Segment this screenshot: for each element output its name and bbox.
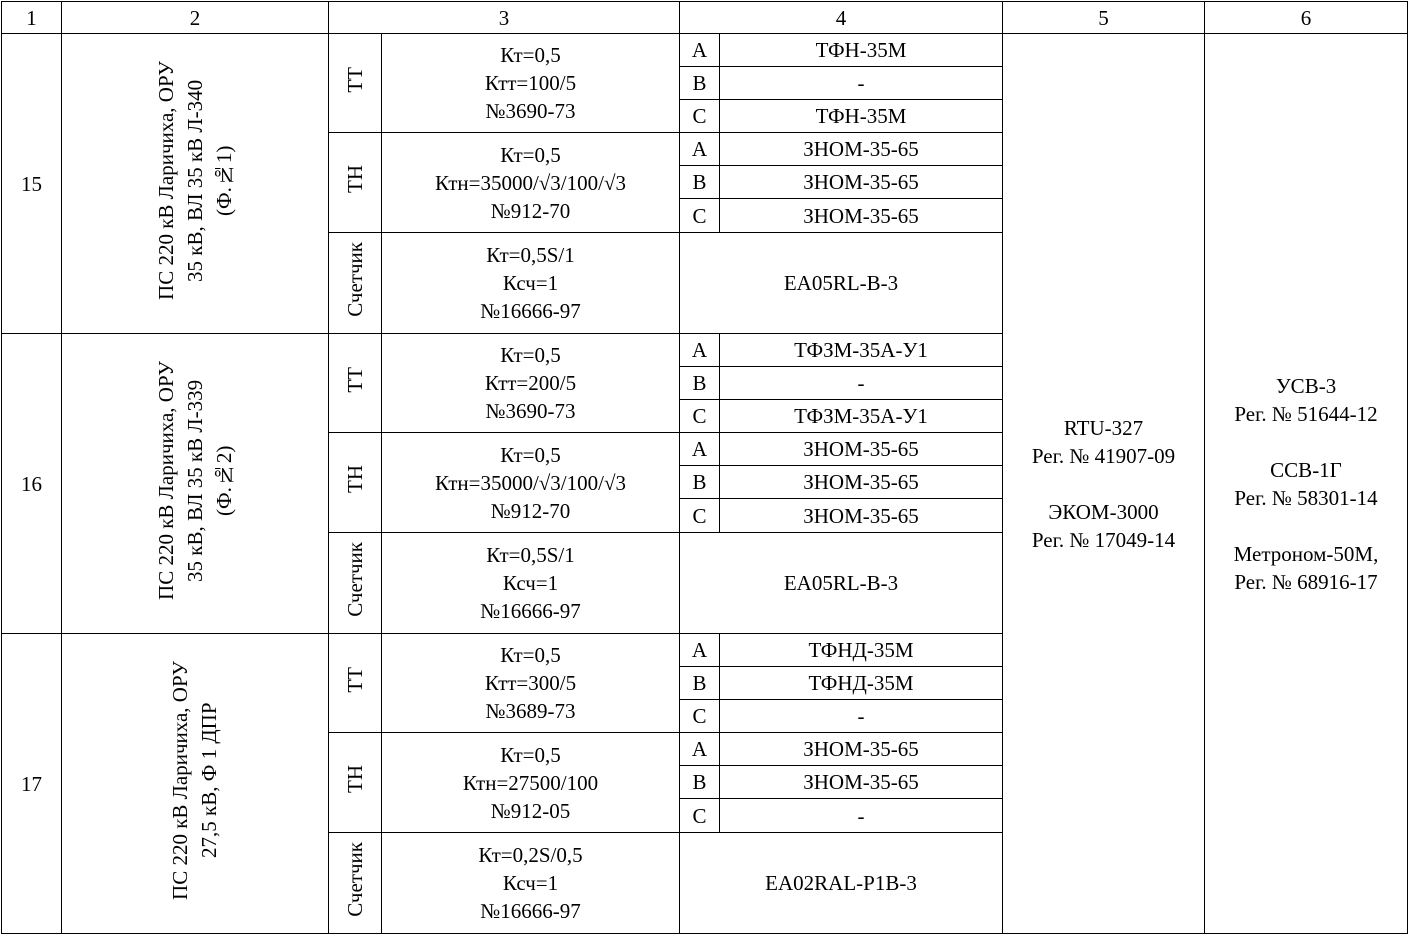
tt-param-line: Ктт=300/5 (484, 671, 577, 695)
tt-param-line: Кт=0,5 (500, 643, 561, 667)
tn-param-line: №912-05 (490, 798, 571, 823)
connection-name-line: ПС 220 кВ Ларичиха, ОРУ (153, 360, 178, 600)
connection-name-line: 27,5 кВ, Ф 1 ДПР (197, 702, 221, 858)
connection-name-line: 35 кВ, ВЛ 35 кВ Л-340 (182, 78, 207, 282)
tt-phase-label: C (680, 400, 720, 433)
meter-params (382, 833, 680, 934)
tt-label: ТТ (343, 66, 367, 93)
tn-phase-type: ЗНОМ-35-65 (720, 766, 1003, 799)
tn-params (382, 433, 680, 533)
meter-type: EA02RAL-P1B-3 (680, 833, 1003, 934)
tt-param-line: Ктт=100/5 (484, 71, 577, 95)
tt-phase-type: - (720, 367, 1003, 400)
tn-params (382, 733, 680, 833)
tn-phase-type: ЗНОМ-35-65 (720, 733, 1003, 766)
tt-phase-type: ТФНД-35М (720, 634, 1003, 667)
meter-label: Счетчик (343, 542, 367, 617)
meter-label: Счетчик (343, 242, 367, 317)
time-sync-line: Рег. № 51644-12 (1234, 401, 1378, 426)
tn-param-line: Кт=0,5 (500, 142, 561, 167)
connection-name-line: 35 кВ, ВЛ 35 кВ Л-339 (182, 378, 207, 582)
tn-param-line: №912-70 (490, 198, 571, 223)
data-collector-line: RTU-327 (1063, 415, 1144, 440)
tt-label: ТТ (343, 666, 367, 693)
tn-label-cell (329, 133, 382, 233)
meter-type: EA05RL-B-3 (680, 533, 1003, 634)
tn-phase-type: ЗНОМ-35-65 (720, 166, 1003, 199)
time-sync-line: ССВ-1Г (1270, 457, 1342, 482)
tt-params (382, 334, 680, 433)
tn-label-cell (329, 733, 382, 833)
time-sync-line: Рег. № 68916-17 (1234, 569, 1378, 594)
table-body (2, 2, 1408, 934)
connection-name (152, 361, 239, 600)
tt-label: ТТ (343, 366, 367, 393)
tt-params (382, 34, 680, 133)
tt-phase-label: A (680, 334, 720, 367)
tn-phase-label: B (680, 466, 720, 499)
tt-phase-label: A (680, 34, 720, 67)
tt-param-line: Кт=0,5 (500, 343, 561, 367)
connection-number: 16 (2, 334, 62, 634)
meter-param-line: №16666-97 (480, 299, 581, 323)
tn-phase-label: A (680, 733, 720, 766)
tn-phase-label: B (680, 766, 720, 799)
header-col-1: 1 (2, 2, 62, 34)
time-sync-line: УСВ-3 (1275, 373, 1337, 398)
meter-params (382, 533, 680, 634)
meter-label-cell (329, 233, 382, 334)
tt-phase-label: B (680, 367, 720, 400)
tn-phase-type: - (720, 799, 1003, 833)
meter-param-line: Ксч=1 (502, 571, 559, 595)
tt-phase-label: B (680, 67, 720, 100)
tt-label-cell (329, 34, 382, 133)
tt-param-line: №3690-73 (485, 399, 576, 423)
time-sync-line: Рег. № 58301-14 (1234, 485, 1378, 510)
meter-param-line: Кт=0,5S/1 (486, 243, 575, 267)
tt-param-line: Ктт=200/5 (484, 371, 577, 395)
tn-params (382, 133, 680, 233)
connection-name (166, 661, 224, 900)
tn-phase-label: C (680, 499, 720, 533)
connection-name-line: (Ф.№1) (211, 144, 236, 216)
time-sync-cell (1205, 34, 1408, 934)
tt-phase-type: - (720, 67, 1003, 100)
tn-param-line: Кт=0,5 (500, 742, 561, 767)
tn-param-line: Ктн=35000/√3/100/√3 (434, 470, 627, 495)
meter-params (382, 233, 680, 334)
connection-name-cell (62, 334, 329, 634)
tt-param-line: №3689-73 (485, 699, 576, 723)
tn-phase-type: ЗНОМ-35-65 (720, 433, 1003, 466)
tt-phase-label: B (680, 667, 720, 700)
tt-label-cell (329, 334, 382, 433)
header-row (2, 2, 1408, 34)
meter-label-cell (329, 833, 382, 934)
tn-param-line: Ктн=35000/√3/100/√3 (434, 170, 627, 195)
tt-phase-label: C (680, 700, 720, 733)
meter-param-line: №16666-97 (480, 599, 581, 623)
meter-label-cell (329, 533, 382, 634)
tn-label: ТН (343, 765, 367, 793)
header-col-2: 2 (62, 2, 329, 34)
tn-phase-label: A (680, 133, 720, 166)
data-collector-cell (1003, 34, 1205, 934)
tn-phase-type: ЗНОМ-35-65 (720, 199, 1003, 233)
tn-phase-type: ЗНОМ-35-65 (720, 466, 1003, 499)
connection-name-cell (62, 34, 329, 334)
tn-label: ТН (343, 465, 367, 493)
tn-phase-label: C (680, 199, 720, 233)
time-sync-line: Метроном-50М, (1233, 541, 1379, 566)
data-collector-line: ЭКОМ-3000 (1048, 499, 1159, 524)
tt-phase-type: ТФНД-35М (720, 667, 1003, 700)
tt-label-cell (329, 634, 382, 733)
connection-name-line: ПС 220 кВ Ларичиха, ОРУ (168, 660, 192, 900)
tn-phase-type: ЗНОМ-35-65 (720, 133, 1003, 166)
meter-param-line: №16666-97 (480, 899, 581, 923)
tt-phase-type: ТФЗМ-35А-У1 (720, 400, 1003, 433)
connection-name-line: ПС 220 кВ Ларичиха, ОРУ (153, 60, 178, 300)
tn-param-line: №912-70 (490, 498, 571, 523)
data-collector-line: Рег. № 17049-14 (1031, 527, 1176, 552)
connection-number: 15 (2, 34, 62, 334)
meter-param-line: Ксч=1 (502, 871, 559, 895)
connection-name (152, 61, 239, 300)
tn-phase-label: C (680, 799, 720, 833)
meter-param-line: Кт=0,2S/0,5 (478, 843, 583, 867)
connection-number: 17 (2, 634, 62, 934)
tn-phase-type: ЗНОМ-35-65 (720, 499, 1003, 533)
tn-phase-label: B (680, 166, 720, 199)
header-col-4: 4 (680, 2, 1003, 34)
tt-phase-type: ТФЗМ-35А-У1 (720, 334, 1003, 367)
tt-param-line: Кт=0,5 (500, 43, 561, 67)
connection-name-line: (Ф.№2) (211, 444, 236, 516)
tt-phase-label: A (680, 634, 720, 667)
tt-params (382, 634, 680, 733)
table-row (2, 34, 1408, 67)
data-collector-line: Рег. № 41907-09 (1031, 443, 1176, 468)
meter-label: Счетчик (343, 842, 367, 917)
tt-param-line: №3690-73 (485, 99, 576, 123)
tt-phase-type: ТФН-35М (720, 100, 1003, 133)
meter-type: EA05RL-B-3 (680, 233, 1003, 334)
connection-name-cell (62, 634, 329, 934)
header-col-5: 5 (1003, 2, 1205, 34)
header-col-6: 6 (1205, 2, 1408, 34)
tt-phase-type: - (720, 700, 1003, 733)
meter-param-line: Ксч=1 (502, 271, 559, 295)
meter-param-line: Кт=0,5S/1 (486, 543, 575, 567)
measurement-table (1, 1, 1408, 934)
tn-label: ТН (343, 165, 367, 193)
tt-phase-type: ТФН-35М (720, 34, 1003, 67)
tn-param-line: Кт=0,5 (500, 442, 561, 467)
tt-phase-label: C (680, 100, 720, 133)
header-col-3: 3 (329, 2, 680, 34)
tn-label-cell (329, 433, 382, 533)
tn-phase-label: A (680, 433, 720, 466)
tn-param-line: Ктн=27500/100 (462, 770, 599, 795)
